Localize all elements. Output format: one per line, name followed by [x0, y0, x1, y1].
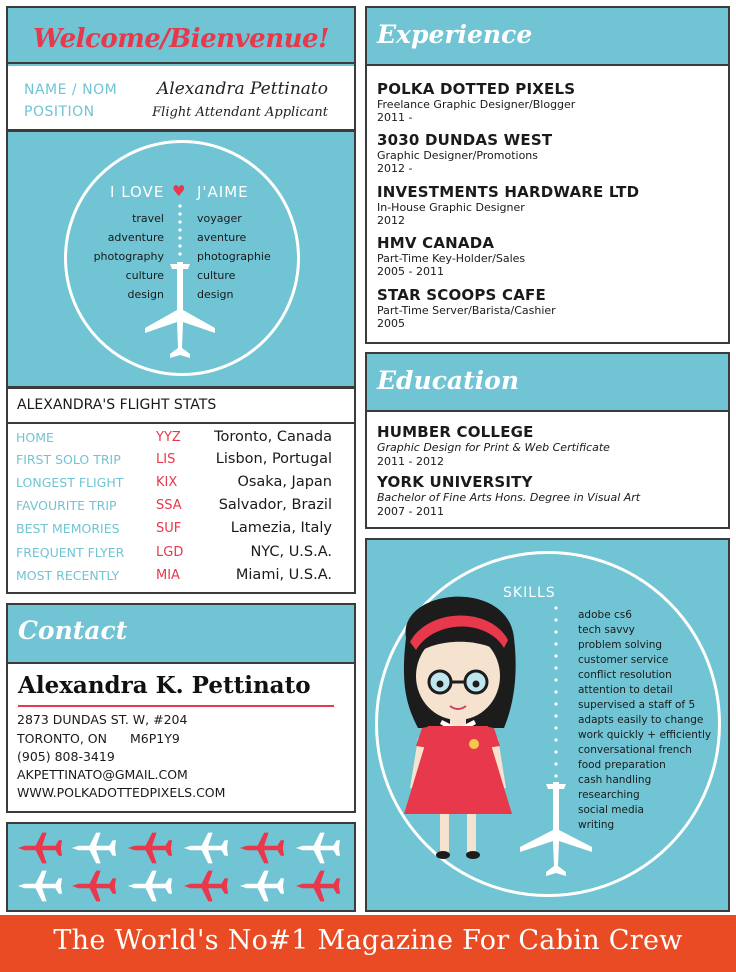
stat-label: FIRST SOLO TRIP: [16, 452, 121, 467]
experience-years: 2012: [377, 214, 405, 227]
stat-city: NYC, U.S.A.: [250, 544, 332, 560]
stat-city: Salvador, Brazil: [218, 497, 332, 513]
experience-title: Experience: [377, 20, 533, 49]
experience-years: 2005: [377, 317, 405, 330]
education-program: Bachelor of Fine Arts Hons. Degree in Visual Art: [377, 491, 641, 504]
experience-company: STAR SCOOPS CAFE: [377, 286, 546, 304]
stat-code: LGD: [156, 545, 184, 560]
experience-role: In-House Graphic Designer: [377, 201, 525, 214]
skill-item: food preparation: [578, 759, 666, 771]
welcome-title: Welcome/Bienvenue!: [33, 24, 329, 54]
skill-item: conversational french: [578, 744, 692, 756]
position-label: POSITION: [24, 104, 95, 120]
love-item-fr: photographie: [197, 250, 271, 263]
love-item-en: travel: [132, 212, 164, 225]
experience-role: Freelance Graphic Designer/Blogger: [377, 98, 576, 111]
contact-underline: [18, 705, 334, 707]
skill-item: adobe cs6: [578, 609, 632, 621]
education-school: HUMBER COLLEGE: [377, 423, 534, 441]
skill-item: adapts easily to change: [578, 714, 704, 726]
love-item-en: design: [127, 288, 164, 301]
airplane-pattern-icon: [8, 824, 354, 910]
love-item-en: adventure: [107, 231, 164, 244]
love-item-en: culture: [125, 269, 164, 282]
skill-item: cash handling: [578, 774, 652, 786]
stat-city: Lamezia, Italy: [230, 520, 332, 536]
skill-item: customer service: [578, 654, 669, 666]
stat-code: KIX: [156, 475, 178, 490]
contact-address: 2873 DUNDAS ST. W, #204: [17, 712, 188, 727]
love-item-en: photography: [93, 250, 164, 263]
contact-email[interactable]: AKPETTINATO@GMAIL.COM: [17, 767, 188, 782]
education-title: Education: [377, 366, 520, 395]
love-item-fr: culture: [197, 269, 236, 282]
skill-item: tech savvy: [578, 624, 635, 636]
stat-code: YYZ: [156, 430, 181, 445]
stat-label: HOME: [16, 430, 54, 445]
experience-company: POLKA DOTTED PIXELS: [377, 80, 576, 98]
skill-item: attention to detail: [578, 684, 673, 696]
stat-code: MIA: [156, 568, 180, 583]
experience-company: INVESTMENTS HARDWARE LTD: [377, 183, 640, 201]
stat-code: SSA: [156, 498, 182, 513]
heart-icon: ♥: [172, 182, 186, 200]
name-label: NAME / NOM: [24, 82, 118, 98]
footer-text: The World's No#1 Magazine For Cabin Crew: [53, 925, 683, 956]
stat-city: Osaka, Japan: [237, 474, 332, 490]
experience-company: HMV CANADA: [377, 234, 495, 252]
contact-title: Contact: [18, 616, 128, 645]
divider: [8, 62, 354, 64]
skill-item: writing: [578, 819, 615, 831]
experience-years: 2012 -: [377, 162, 413, 175]
education-years: 2011 - 2012: [377, 455, 444, 468]
stat-label: FAVOURITE TRIP: [16, 498, 117, 513]
skill-item: conflict resolution: [578, 669, 672, 681]
welcome-panel: [6, 6, 356, 131]
stat-label: MOST RECENTLY: [16, 568, 120, 583]
flight-attendant-illustration: [388, 578, 528, 868]
contact-postal: M6P1Y9: [130, 731, 180, 746]
divider: [367, 64, 728, 66]
stat-label: LONGEST FLIGHT: [16, 475, 124, 490]
experience-role: Part-Time Key-Holder/Sales: [377, 252, 526, 265]
skills-title: SKILLS: [503, 585, 556, 601]
skill-item: problem solving: [578, 639, 663, 651]
divider: [8, 422, 354, 424]
name-value: Alexandra Pettinato: [157, 79, 328, 99]
skill-item: supervised a staff of 5: [578, 699, 696, 711]
experience-role: Part-Time Server/Barista/Cashier: [377, 304, 556, 317]
stat-code: LIS: [156, 452, 176, 467]
education-program: Graphic Design for Print & Web Certificate: [377, 441, 610, 454]
skill-item: work quickly + efficiently: [578, 729, 712, 741]
experience-years: 2005 - 2011: [377, 265, 444, 278]
skill-item: researching: [578, 789, 640, 801]
airplane-dotted-trail-icon: [140, 200, 220, 365]
experience-company: 3030 DUNDAS WEST: [377, 131, 553, 149]
stat-city: Toronto, Canada: [214, 429, 332, 445]
position-value: Flight Attendant Applicant: [152, 105, 328, 120]
stat-label: FREQUENT FLYER: [16, 545, 125, 560]
love-item-fr: aventure: [197, 231, 247, 244]
stat-code: SUF: [156, 521, 182, 536]
experience-years: 2011 -: [377, 111, 413, 124]
love-item-fr: voyager: [197, 212, 242, 225]
flight-stats-panel: [6, 387, 356, 594]
stat-label: BEST MEMORIES: [16, 521, 120, 536]
stat-city: Miami, U.S.A.: [235, 567, 332, 583]
education-school: YORK UNIVERSITY: [377, 473, 533, 491]
contact-website[interactable]: WWW.POLKADOTTEDPIXELS.COM: [17, 785, 226, 800]
contact-city: TORONTO, ON: [17, 731, 107, 746]
education-years: 2007 - 2011: [377, 505, 444, 518]
love-title-fr: J'AIME: [197, 183, 249, 201]
contact-phone[interactable]: (905) 808-3419: [17, 749, 115, 764]
experience-role: Graphic Designer/Promotions: [377, 149, 539, 162]
flight-stats-title: ALEXANDRA'S FLIGHT STATS: [17, 397, 217, 413]
divider: [8, 662, 354, 664]
contact-name: Alexandra K. Pettinato: [18, 672, 311, 699]
love-title-en: I LOVE: [110, 183, 165, 201]
skill-item: social media: [578, 804, 644, 816]
divider: [367, 410, 728, 412]
footer-banner: [0, 915, 736, 972]
love-item-fr: design: [197, 288, 234, 301]
stat-city: Lisbon, Portugal: [215, 451, 332, 467]
